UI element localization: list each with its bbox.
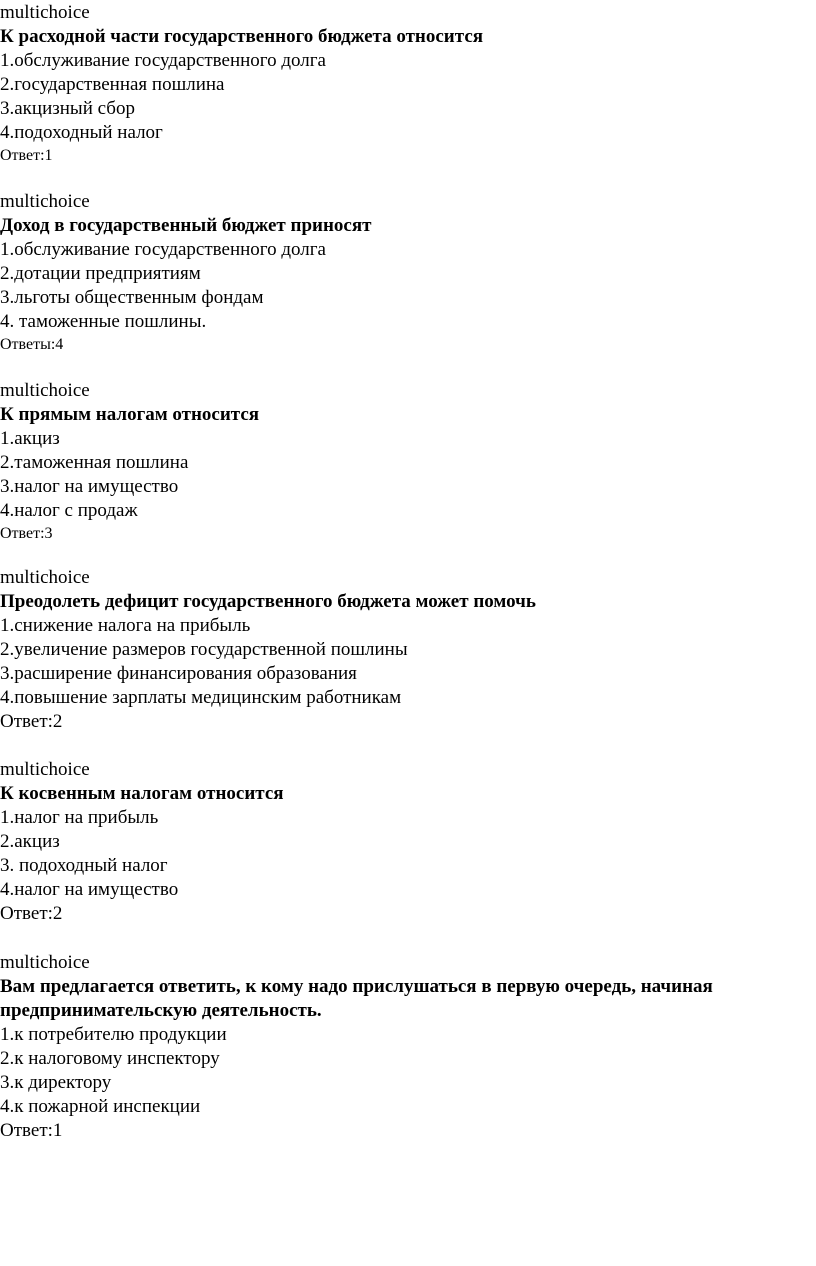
question-block: [0, 190, 800, 356]
answer-option: 2.акциз: [0, 831, 60, 852]
answer-option: 2.дотации предприятиям: [0, 263, 201, 284]
answer-option: 4.подоходный налог: [0, 122, 163, 143]
answer-option: 1.обслуживание государственного долга: [0, 239, 326, 260]
correct-answer: Ответ:1: [0, 1120, 63, 1141]
answer-option: 2.таможенная пошлина: [0, 452, 189, 473]
question-text: Вам предлагается ответить, к кому надо прислушаться в первую очередь, начиная предпринимательскую деятельность.: [0, 976, 713, 1021]
question-type: multichoice: [0, 952, 90, 973]
question-text: К косвенным налогам относится: [0, 783, 284, 804]
answer-option: 3.налог на имущество: [0, 476, 179, 497]
correct-answer: Ответы:4: [0, 336, 64, 353]
answer-option: 4.налог с продаж: [0, 500, 138, 521]
answer-option: 3. подоходный налог: [0, 855, 168, 876]
answer-option: 3.расширение финансирования образования: [0, 663, 357, 684]
answer-option: 4.к пожарной инспекции: [0, 1096, 201, 1117]
answer-option: 4.налог на имущество: [0, 879, 179, 900]
answer-option: 3.к директору: [0, 1072, 112, 1093]
question-text: Доход в государственный бюджет приносят: [0, 215, 372, 236]
answer-option: 3.акцизный сбор: [0, 98, 135, 119]
question-type: multichoice: [0, 380, 90, 401]
answer-option: 4.повышение зарплаты медицинским работникам: [0, 687, 402, 708]
question-type: multichoice: [0, 2, 90, 23]
answer-option: 2.увеличение размеров государственной пошлины: [0, 639, 408, 660]
question-text: К прямым налогам относится: [0, 404, 260, 425]
correct-answer: Ответ:2: [0, 903, 63, 924]
question-text: К расходной части государственного бюджета относится: [0, 26, 484, 47]
answer-option: 1.обслуживание государственного долга: [0, 50, 326, 71]
answer-option: 1.акциз: [0, 428, 60, 449]
question-type: multichoice: [0, 567, 90, 588]
question-block: [0, 1, 800, 167]
question-block: [0, 951, 800, 1143]
correct-answer: Ответ:1: [0, 147, 53, 164]
answer-option: 2.к налоговому инспектору: [0, 1048, 220, 1069]
answer-option: 1.снижение налога на прибыль: [0, 615, 251, 636]
question-block: [0, 566, 800, 734]
question-type: multichoice: [0, 191, 90, 212]
question-type: multichoice: [0, 759, 90, 780]
question-block: [0, 379, 800, 545]
answer-option: 4. таможенные пошлины.: [0, 311, 207, 332]
correct-answer: Ответ:3: [0, 525, 53, 542]
question-block: [0, 758, 800, 926]
answer-option: 1.налог на прибыль: [0, 807, 159, 828]
question-text: Преодолеть дефицит государственного бюджета может помочь: [0, 591, 536, 612]
answer-option: 2.государственная пошлина: [0, 74, 225, 95]
correct-answer: Ответ:2: [0, 711, 63, 732]
answer-option: 3.льготы общественным фондам: [0, 287, 264, 308]
answer-option: 1.к потребителю продукции: [0, 1024, 227, 1045]
